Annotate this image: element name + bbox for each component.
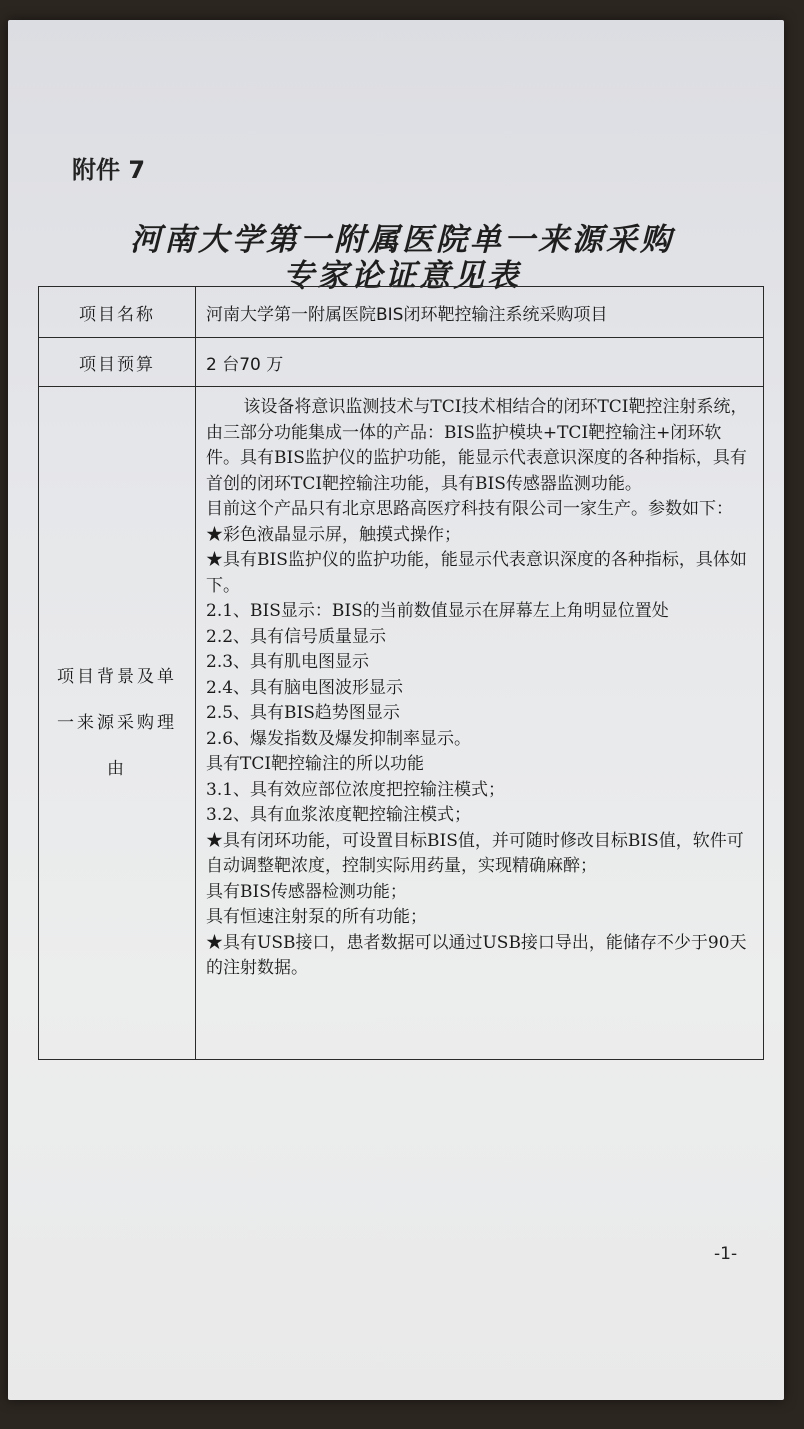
background-paragraph: 3.1、具有效应部位浓度把控输注模式； [206,779,506,800]
background-paragraph: 2.3、具有肌电图显示 [206,652,370,672]
attachment-label: 附件 7 [72,156,146,184]
background-content [196,387,764,1060]
background-paragraph: 该设备将意识监测技术与TCI技术相结合的闭环TCI靶控注射系统，由三部分功能集成一体的产品：BIS监护模块+TCI靶控输注+闭环软件。具有BIS监护仪的监护功能，能显示代表意识深度的各种指标，具有首创的闭环TCI靶控输注功能，具有BIS传感器监测功能。 [206,397,748,494]
budget-label: 项目预算 [39,338,196,387]
project-name-value: 河南大学第一附属医院BIS闭环靶控输注系统采购项目 [196,287,764,338]
background-paragraph: 2.6、爆发指数及爆发抑制率显示。 [206,728,472,749]
background-paragraph: 2.1、BIS显示：BIS的当前数值显示在屏幕左上角明显位置处 [206,601,669,621]
background-paragraph: 3.2、具有血浆浓度靶控输注模式； [206,805,472,825]
background-paragraph: 具有BIS传感器检测功能； [206,881,407,902]
background-paragraph: 2.5、具有BIS趋势图显示 [206,703,400,723]
background-paragraph: ★具有闭环功能，可设置目标BIS值，并可随时修改目标BIS值，软件可自动调整靶浓度，控制实际用药量，实现精确麻醉； [206,830,744,876]
background-label [39,387,196,1060]
table-row-budget [39,338,764,387]
background-label-line: 项目背景及单 [57,667,177,687]
background-paragraph: ★彩色液晶显示屏，触摸式操作； [206,524,461,545]
project-name-label: 项目名称 [39,287,196,338]
background-paragraph: 具有TCI靶控输注的所以功能 [206,754,425,774]
expert-opinion-table [38,286,764,1060]
background-paragraph: ★具有USB接口，患者数据可以通过USB接口导出，能储存不少于90天的注射数据。 [206,932,747,978]
page-number: -1- [714,1244,738,1264]
background-paragraph: 目前这个产品只有北京思路高医疗科技有限公司一家生产。参数如下： [206,499,733,519]
table-row-background [39,387,764,1060]
background-paragraph: 2.2、具有信号质量显示 [206,626,387,647]
document-title-line-2: 专家论证意见表 [283,258,521,294]
table-row-project-name [39,287,764,338]
background-paragraph: 2.4、具有脑电图波形显示 [206,677,404,698]
budget-value: 2 台70 万 [196,338,764,387]
background-paragraph: 具有恒速注射泵的所有功能； [206,907,427,927]
background-label-line: 一来源采购理 [57,713,177,733]
document-title-line-1: 河南大学第一附属医院单一来源采购 [130,222,674,258]
background-label-line: 由 [107,759,127,779]
background-paragraph: ★具有BIS监护仪的监护功能，能显示代表意识深度的各种指标，具体如下。 [206,550,747,596]
